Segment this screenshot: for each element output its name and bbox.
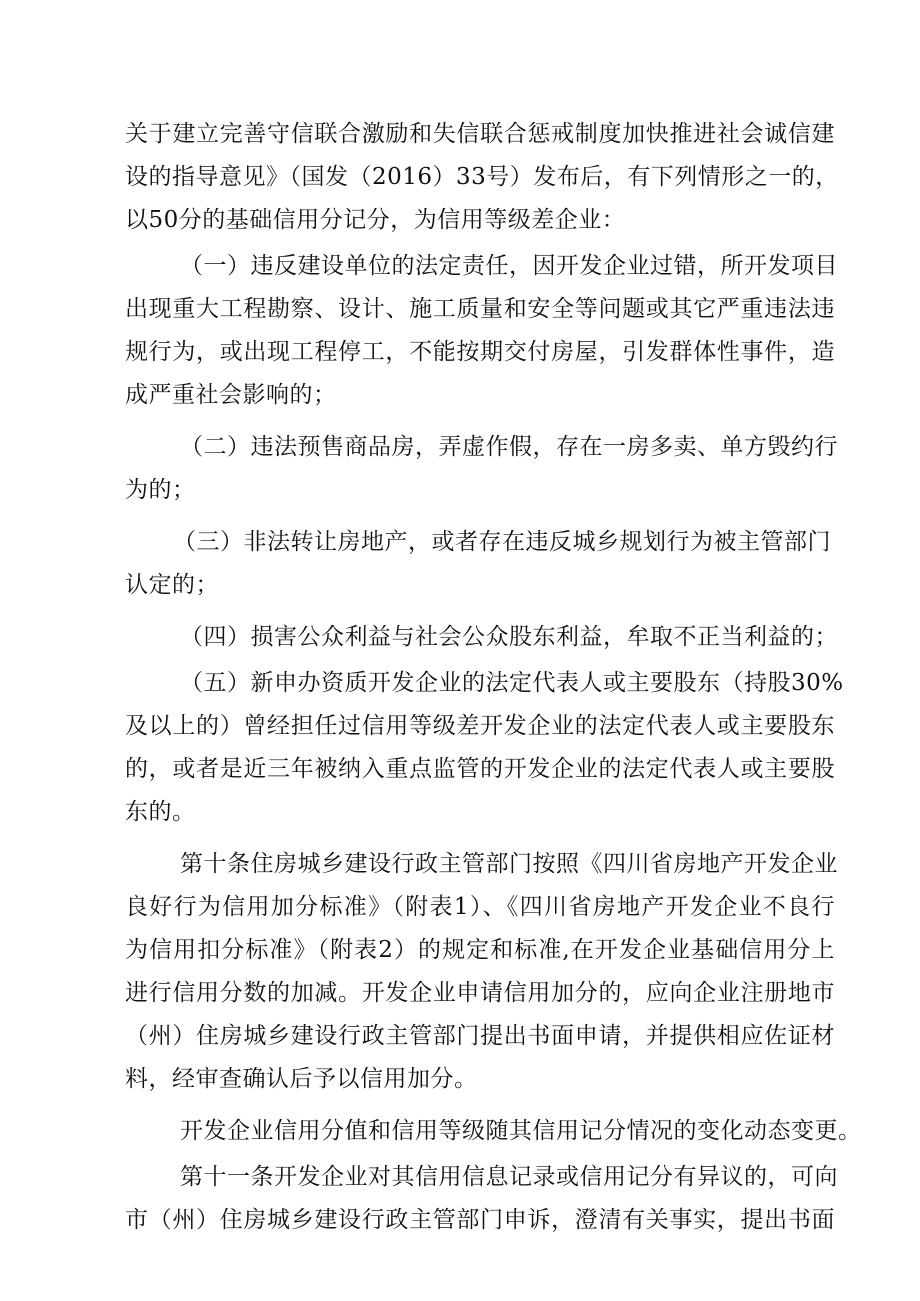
text-line: 认定的； <box>125 572 219 598</box>
paragraph <box>125 1156 838 1242</box>
text-line: 料，经审查确认后予以信用加分。 <box>125 1066 478 1092</box>
text-line: 及以上的）曾经担任过信用等级差开发企业的法定代表人或主要股东 <box>125 713 835 739</box>
text-line: 为的； <box>125 477 196 503</box>
text-line: （一）违反建设单位的法定责任，因开发企业过错，所开发项目 <box>180 253 838 279</box>
paragraph <box>125 662 844 834</box>
paragraph <box>125 113 839 242</box>
text-line: （五）新申办资质开发企业的法定代表人或主要股东（持股30% <box>180 670 844 696</box>
paragraph <box>125 843 838 1101</box>
text-line: 东的。 <box>125 799 196 825</box>
text-line: 的，或者是近三年被纳入重点监管的开发企业的法定代表人或主要股 <box>125 756 835 782</box>
text-line: 设的指导意见》（国发（2016）33号）发布后，有下列情形之一的， <box>125 164 839 190</box>
text-line: 开发企业信用分值和信用等级随其信用记分情况的变化动态变更。 <box>180 1118 862 1144</box>
document-body <box>125 113 862 1242</box>
text-line: （二）违法预售商品房，弄虚作假，存在一房多卖、单方毁约行 <box>180 434 838 460</box>
text-line: 市（州）住房城乡建设行政主管部门申诉，澄清有关事实，提出书面 <box>125 1207 835 1233</box>
text-line: （四）损害公众利益与社会公众股东利益，牟取不正当利益的； <box>180 624 838 650</box>
text-line: 成严重社会影响的； <box>125 382 337 408</box>
paragraph <box>125 245 838 417</box>
paragraph <box>125 1110 862 1153</box>
text-line: 以50分的基础信用分记分，为信用等级差企业： <box>125 207 626 233</box>
text-line: 进行信用分数的加减。开发企业申请信用加分的，应向企业注册地市 <box>125 980 835 1006</box>
text-line: 第十一条开发企业对其信用信息记录或信用记分有异议的，可向 <box>180 1164 838 1190</box>
paragraph <box>125 521 835 607</box>
text-line: 第十条住房城乡建设行政主管部门按照《四川省房地产开发企业 <box>180 851 838 877</box>
paragraph <box>125 616 838 659</box>
text-line: 出现重大工程勘察、设计、施工质量和安全等问题或其它严重违法违 <box>125 296 835 322</box>
text-line: 规行为，或出现工程停工，不能按期交付房屋，引发群体性事件，造 <box>125 339 835 365</box>
text-line: 良好行为信用加分标准》（附表1）、《四川省房地产开发企业不良行 <box>125 894 835 920</box>
text-line: （州）住房城乡建设行政主管部门提出书面申请，并提供相应佐证材 <box>125 1023 835 1049</box>
text-line: （三）非法转让房地产，或者存在违反城乡规划行为被主管部门 <box>173 529 831 555</box>
text-line: 关于建立完善守信联合激励和失信联合惩戒制度加快推进社会诚信建 <box>125 121 835 147</box>
paragraph <box>125 426 838 512</box>
text-line: 为信用扣分标准》（附表2）的规定和标准,在开发企业基础信用分上 <box>125 937 835 963</box>
